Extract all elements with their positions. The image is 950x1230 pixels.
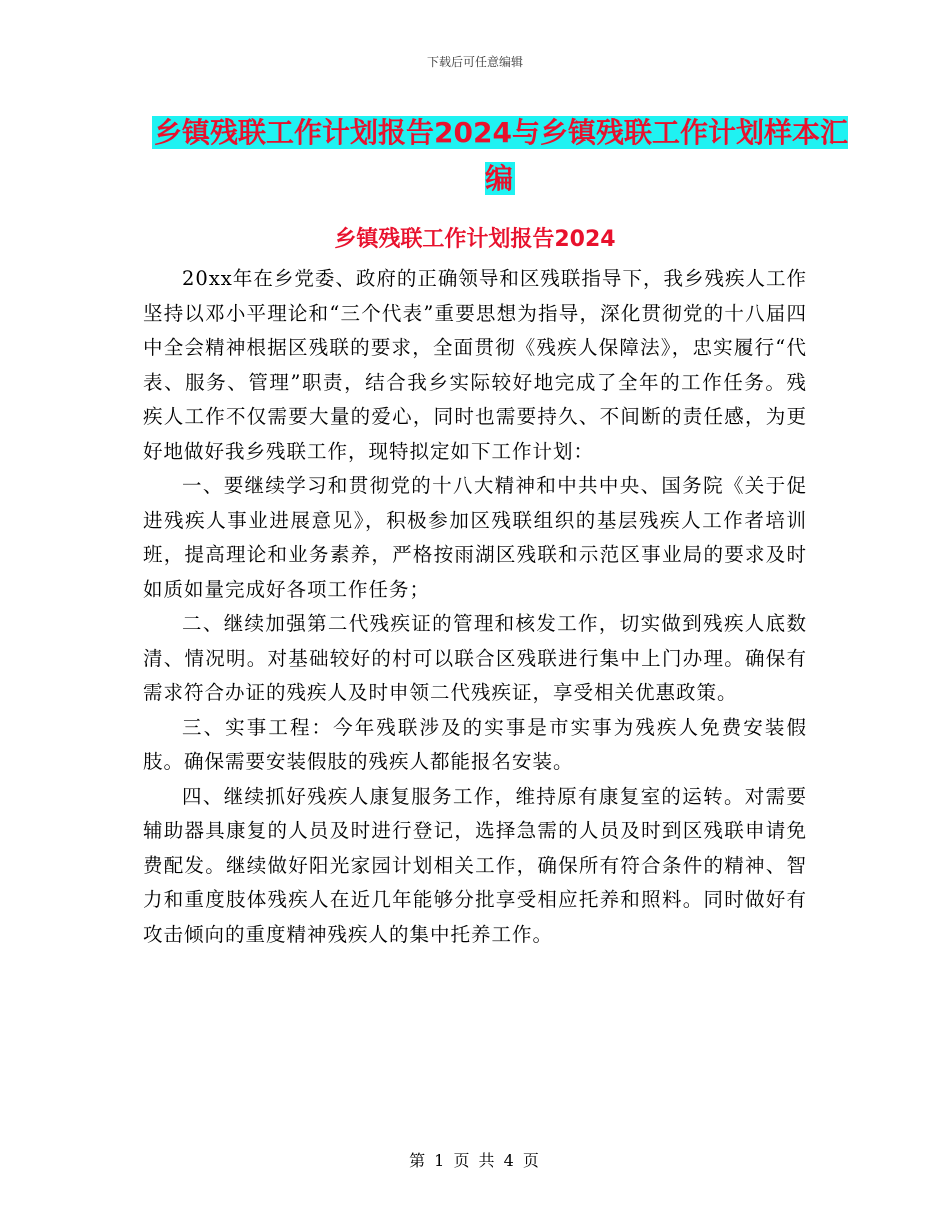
paragraph-item-2: 二、继续加强第二代残疾证的管理和核发工作，切实做到残疾人底数清、情况明。对基础较好的村可以联合区残联进行集中上门办理。确保有需求符合办证的残疾人及时申领二代残疾证，享受相关优惠政策。 [143, 612, 807, 704]
document-body [143, 262, 807, 952]
page-number-footer: 第 1 页 共 4 页 [409, 1151, 541, 1170]
paragraph-intro: 20xx年在乡党委、政府的正确领导和区残联指导下，我乡残疾人工作坚持以邓小平理论和“三个代表”重要思想为指导，深化贯彻党的十八届四中全会精神根据区残联的要求，全面贯彻《残疾人保障法》，忠实履行“代表、服务、管理”职责，结合我乡实际较好地完成了全年的工作任务。残疾人工作不仅需要大量的爱心，同时也需要持久、不间断的责任感，为更好地做好我乡残联工作，现特拟定如下工作计划： [143, 267, 807, 463]
paragraph-item-4: 四、继续抓好残疾人康复服务工作，维持原有康复室的运转。对需要辅助器具康复的人员及时进行登记，选择急需的人员及时到区残联申请免费配发。继续做好阳光家园计划相关工作，确保所有符合条件的精神、智力和重度肢体残疾人在近几年能够分批享受相应托养和照料。同时做好有攻击倾向的重度精神残疾人的集中托养工作。 [143, 784, 807, 946]
section-title: 乡镇残联工作计划报告2024 [334, 227, 616, 252]
header-note: 下载后可任意编辑 [426, 55, 523, 69]
document-title [140, 110, 860, 202]
paragraph-item-3: 三、实事工程：今年残联涉及的实事是市实事为残疾人免费安装假肢。确保需要安装假肢的残疾人都能报名安装。 [143, 715, 807, 773]
paragraph-item-1: 一、要继续学习和贯彻党的十八大精神和中共中央、国务院《关于促进残疾人事业进展意见》，积极参加区残联组织的基层残疾人工作者培训班，提高理论和业务素养，严格按雨湖区残联和示范区事业局的要求及时如质如量完成好各项工作任务； [143, 474, 807, 601]
document-title-text: 乡镇残联工作计划报告2024与乡镇残联工作计划样本汇编 [154, 116, 848, 195]
